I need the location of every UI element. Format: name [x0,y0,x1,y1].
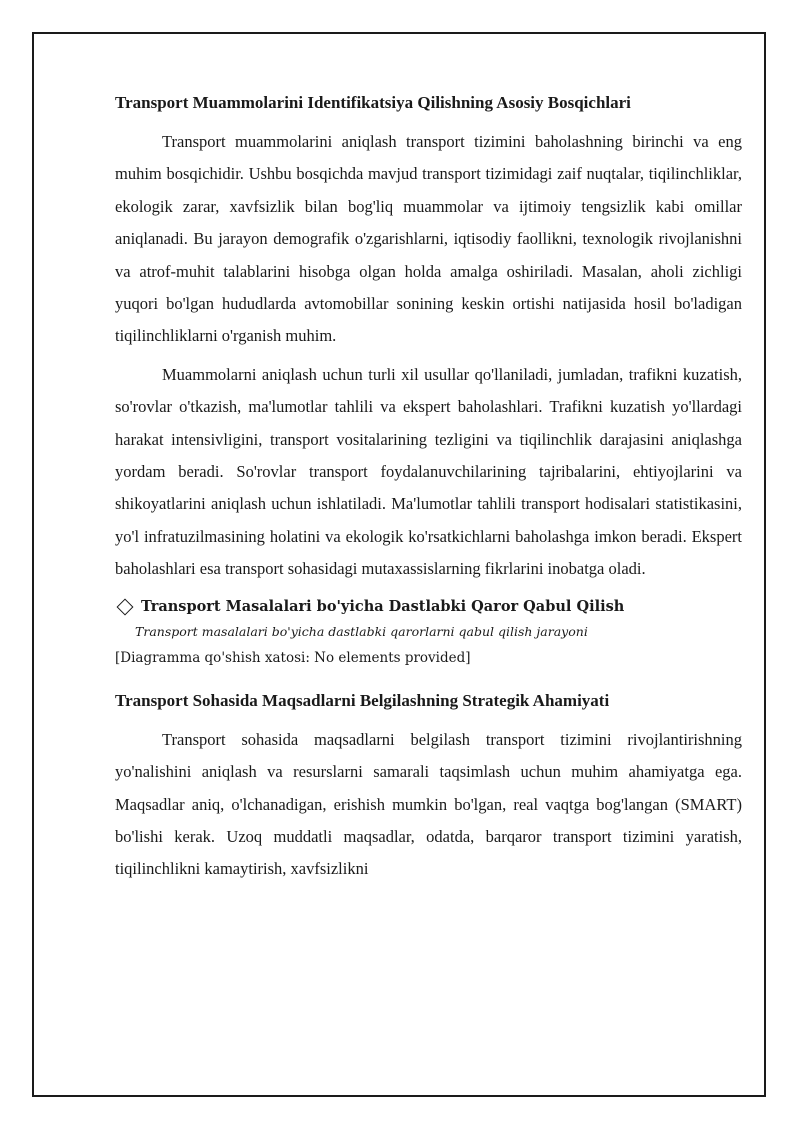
section-title-identification: Transport Muammolarini Identifikatsiya Qilishning Asosiy Bosqichlari [115,93,631,112]
diagram-error-message: [Diagramma qo'shish xatosi: No elements provided] [115,649,471,666]
paragraph-goals-1: Transport sohasida maqsadlarni belgilash transport tizimini rivojlantirishning yo'nalishini aniqlash va resurslarni samarali taqsimlash uchun muhim ahamiyatga ega. Maqsadlar aniq, o'lchanadigan, erishish mumkin bo'lgan, real vaqtga bog'langan (SMART) bo'lishi kerak. Uzoq muddatli maqsadlar, odatda, barqaror transport tizimini yaratish, tiqilinchlikni kamaytirish, xavfsizlikni [115,729,742,879]
paragraph-identification-2: Muammolarni aniqlash uchun turli xil usullar qo'llaniladi, jumladan, trafikni kuzatish, so'rovlar o'tkazish, ma'lumotlar tahlili va ekspert baholashlari. Trafikni kuzatish yo'llardagi harakat intensivligini, transport vositalarining tezligini va tiqilinchlik darajasini aniqlashga yordam beradi. So'rovlar transport foydalanuvchilarining tajribalarini, ehtiyojlarini va shikoyatlarini aniqlash uchun ishlatiladi. Ma'lumotlar tahlili transport hodisalari statistikasini, yo'l infratuzilmasining holatini va ekologik ko'rsatkichlarni baholashga imkon beradi. Ekspert baholashlari esa transport sohasidagi mutaxassislarning fikrlarini inobatga oladi. [115,364,742,579]
diagram-title [115,596,742,618]
section-title-goals: Transport Sohasida Maqsadlarni Belgilashning Strategik Ahamiyati [115,690,610,710]
diagram-title-text: Transport Masalalari bo'yicha Dastlabki Qaror Qabul Qilish [141,597,625,615]
paragraph-identification-1: Transport muammolarini aniqlash transport tizimini baholashning birinchi va eng muhim bosqichidir. Ushbu bosqichda mavjud transport tizimidagi zaif nuqtalar, tiqilinchliklar, ekologik zarar, xavfsizlik bilan bog'liq muammolar va ijtimoiy tengsizlik kabi omillar aniqlanadi. Bu jarayon demografik o'zgarishlarni, iqtisodiy faollikni, texnologik rivojlanishni va atrof-muhit talablarini hisobga olgan holda amalga oshiriladi. Masalan, aholi zichligi yuqori bo'lgan hududlarda avtomobillar sonining keskin ortishi natijasida hosil bo'ladigan tiqilinchliklarni o'rganish muhim. [115,132,742,346]
diamond-icon [117,598,134,615]
diagram-block [115,596,742,668]
diagram-subtitle: Transport masalalari bo'yicha dastlabki qarorlarni qabul qilish jarayoni [135,623,588,639]
section-goals [115,690,742,886]
document-content [115,92,742,892]
